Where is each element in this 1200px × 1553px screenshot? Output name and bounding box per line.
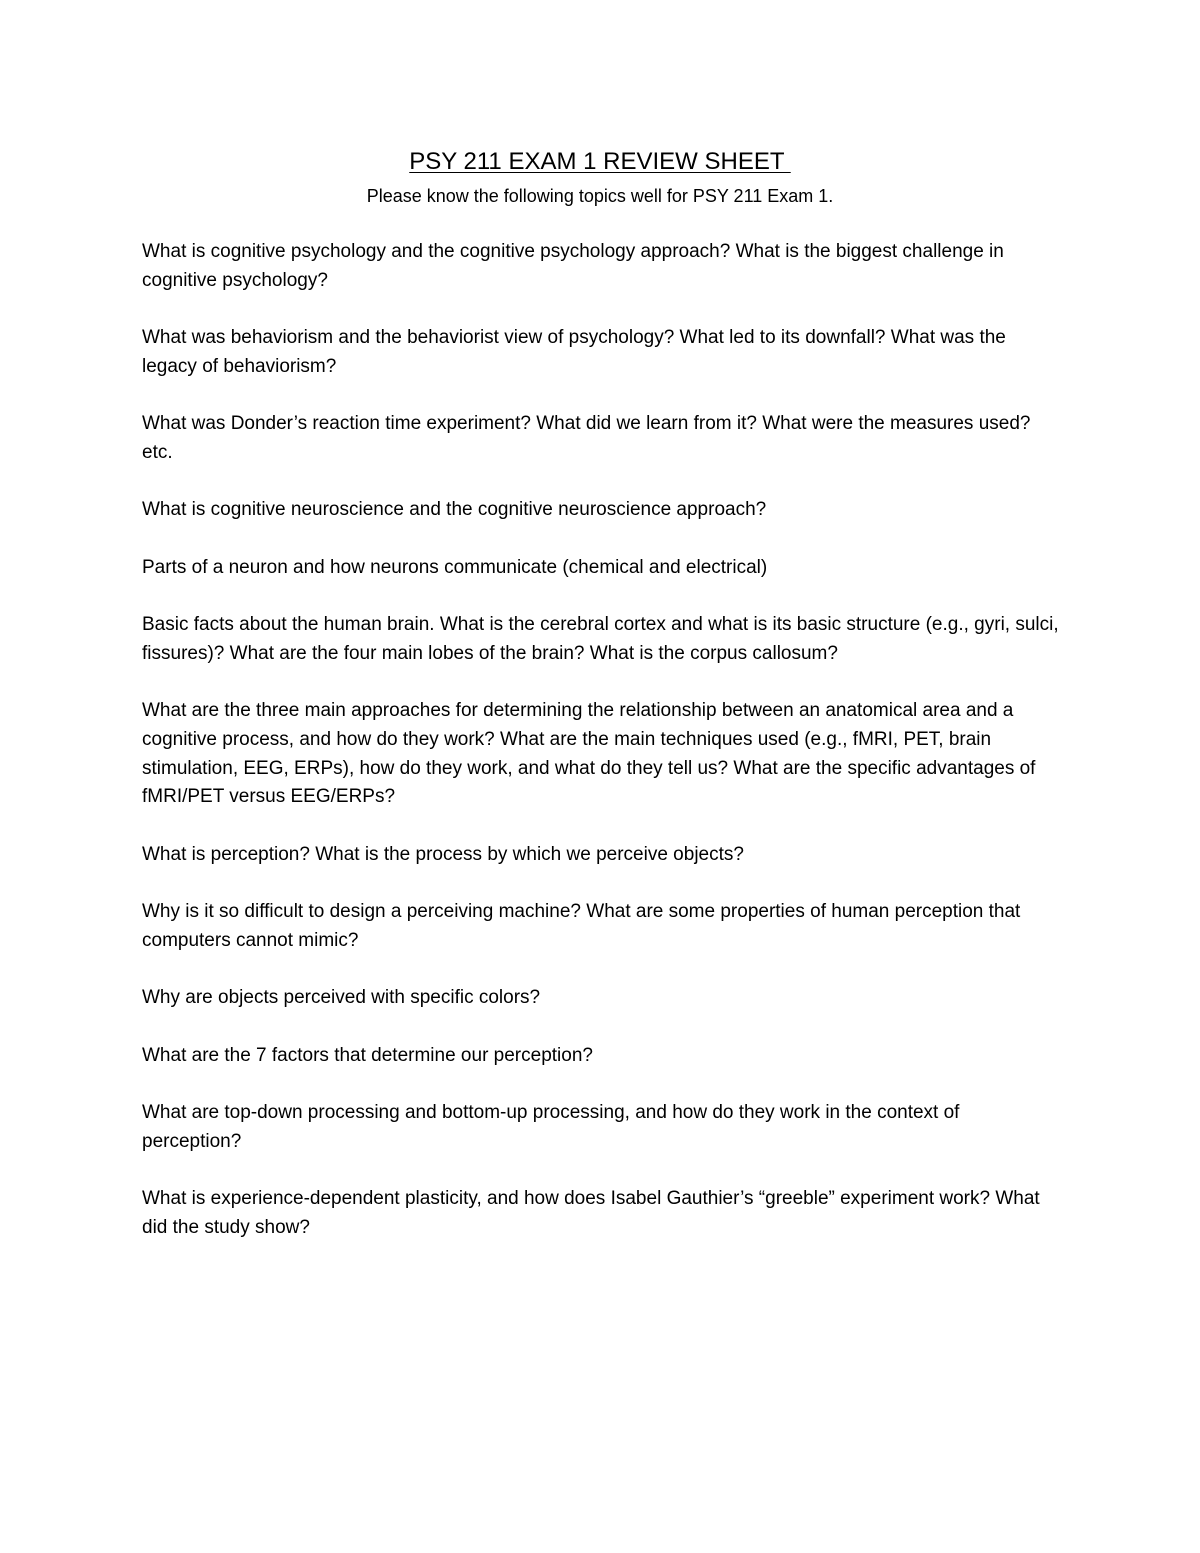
review-question-7: What are the three main approaches for determining the relationship between an anatomical area and a cognitive process, and how do they work? What are the main techniques used (e.g., fMRI, PET, brain stimulation, EEG, ERPs), how do they work, and what do they tell us? What are the specific advantages of fMRI/PET versus EEG/ERPs? [142, 700, 1036, 808]
document-title: PSY 211 EXAM 1 REVIEW SHEET [409, 148, 791, 175]
review-question-3: What was Donder’s reaction time experiment? What did we learn from it? What were the measures used? etc. [142, 413, 1031, 463]
review-question-1: What is cognitive psychology and the cognitive psychology approach? What is the biggest challenge in cognitive psychology? [142, 241, 1004, 291]
review-question-5: Parts of a neuron and how neurons communicate (chemical and electrical) [142, 556, 768, 578]
review-question-list [142, 238, 1060, 1271]
review-question-8: What is perception? What is the process by which we perceive objects? [142, 843, 744, 865]
review-question-4: What is cognitive neuroscience and the cognitive neuroscience approach? [142, 499, 767, 521]
review-question-2: What was behaviorism and the behaviorist view of psychology? What led to its downfall? What was the legacy of behaviorism? [142, 327, 1006, 377]
review-question-6: Basic facts about the human brain. What is the cerebral cortex and what is its basic structure (e.g., gyri, sulci, fissures)? What are the four main lobes of the brain? What is the corpus callosum? [142, 614, 1059, 664]
review-question-9: Why is it so difficult to design a perceiving machine? What are some properties of human perception that computers cannot mimic? [142, 901, 1021, 951]
review-question-10: Why are objects perceived with specific colors? [142, 987, 541, 1009]
review-question-12: What are top-down processing and bottom-up processing, and how do they work in the context of perception? [142, 1101, 960, 1152]
review-question-11: What are the 7 factors that determine our perception? [142, 1044, 593, 1066]
review-question-13: What is experience-dependent plasticity, and how does Isabel Gauthier’s “greeble” experiment work? What did the study show? [142, 1188, 1040, 1238]
document-subtitle: Please know the following topics well for PSY 211 Exam 1. [366, 186, 834, 206]
